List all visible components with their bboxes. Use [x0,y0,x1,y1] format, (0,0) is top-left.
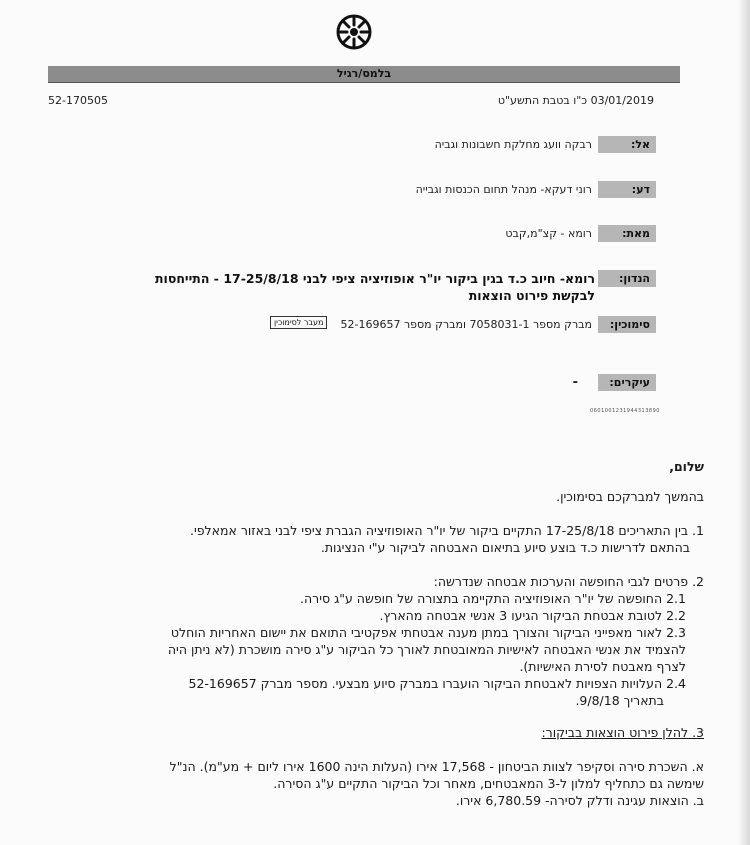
from-value: רומא - קצ"מ,קבט [505,227,592,240]
paragraph-1 [64,522,704,556]
summary-label: עיקרים: [598,374,656,391]
expense-list [64,758,704,809]
paragraph-2-4-line-1: 2.4 העלויות הצפויות לאבטחת הביקור הועברו במברק סיוע מבצעי. מספר מברק 52-169657 [188,676,686,691]
classification-bar [48,66,680,83]
paragraph-2-4-line-2: בתאריך 9/8/18. [575,693,664,708]
expense-item-a-line-2: שימשה גם כתחליף למלון ל-3 המאבטחים, מאחר וכל הביקור התקיים ע"ג הסירה. [273,776,704,791]
reference-number: 52-170505 [48,94,108,107]
intro-line: בהמשך למברקכם בסימוכין. [556,489,704,504]
summary-value: - [572,375,578,390]
from-label: מאת: [598,225,656,242]
references-stamp: מעבר לסימוכין [270,316,327,329]
paragraph-2-heading: 2. פרטים לגבי החופשה והערכות אבטחה שנדרשה: [433,574,704,589]
expense-item-a-line-1: א. השכרת סירה וסקיפר לצוות הביטחון - 17,568 אירו (העלות הינה 1600 אירו ליום + מע"מ). הנ"ל [169,759,704,774]
paragraph-2-2: 2.2 לטובת אבטחת הביקור הגיעו 3 אנשי אבטחה מהארץ. [379,608,686,623]
to-value: רבקה וועג מחלקת חשבונות וגביה [434,138,592,151]
paragraph-2-3-line-2: להצמיד את אנשי האבטחה לאישיות המאובטחת לאורך כל הביקור ע"ג סירה מושכרת (לא ניתן היה [167,642,686,657]
references-value: מברק מספר 7058031-1 ומברק מספר 52-169657 [340,318,592,331]
document-date: 03/01/2019 כ"ו בטבת התשע"ט [497,94,654,107]
paragraph-1-line-2: בהתאם לדרישות כ.ד בוצע סיוע בתיאום האבטחה לביקור ע"י הנציגות. [320,540,690,555]
subject-text [155,270,595,304]
paragraph-2-3-line-3: לצרף מאבטח לסירת האישיות). [519,659,686,674]
references-label: סימוכין: [598,316,656,333]
subject-line-2: לבקשת פירוט הוצאות [468,288,595,303]
classification-text: בלמס/רגיל [336,67,392,80]
paragraph-2 [64,573,704,709]
subject-label: הנדון: [598,270,656,287]
ministry-emblem-icon [336,14,372,50]
to-label: אל: [598,136,656,153]
cc-label: דע: [598,181,656,198]
subject-line-1: רומא- חיוב כ.ד בגין ביקור יו"ר אופוזיציה ציפי לבני 17-25/8/18 - התייחסות [155,271,595,286]
paragraph-2-3-line-1: 2.3 לאור מאפייני הביקור והצורך במתן מענה אבטחתי אפקטיבי התואם את יישום האחריות הוחלט [170,625,686,640]
expense-item-b: ב. הוצאות עגינה ודלק לסירה- 6,780.59 אירו. [455,793,704,808]
barcode-text: 0601001231944313890 [590,408,660,414]
paragraph-3 [64,724,704,741]
greeting: שלום, [669,459,704,474]
cc-value: רוני דעקא- מנהל תחום הכנסות וגבייה [415,183,592,196]
paragraph-1-line-1: 1. בין התאריכים 17-25/8/18 התקיים ביקור של יו"ר האופוזיציה הגברת ציפי לבני באזור אמאלפי. [189,523,704,538]
paragraph-3-heading: 3. להלן פירוט הוצאות בביקור: [541,725,704,740]
paragraph-2-1: 2.1 החופשה של יו"ר האופוזיציה התקיימה בתצורה של חופשה ע"ג סירה. [300,591,686,606]
